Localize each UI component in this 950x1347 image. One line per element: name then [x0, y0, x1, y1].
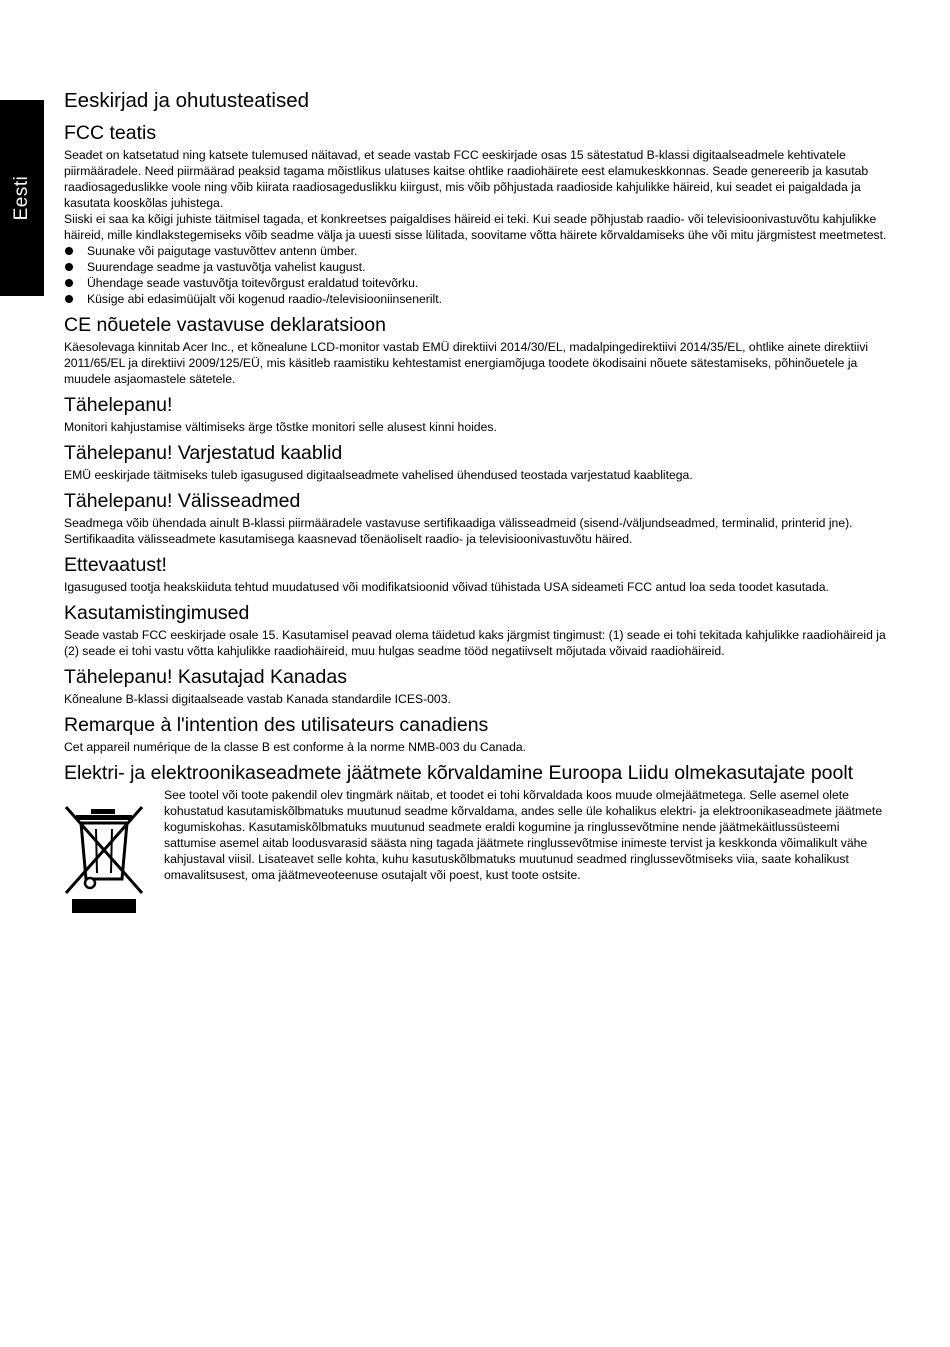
bullet-icon — [65, 263, 73, 271]
crossed-out-wheelie-bin-icon — [64, 787, 164, 918]
canada-french-text: Cet appareil numérique de la classe B est conforme à la norme NMB-003 du Canada. — [64, 740, 527, 754]
page-title: Eeskirjad ja ohutusteatised — [64, 89, 310, 112]
conditions-heading: Kasutamistingimused — [64, 602, 250, 624]
fcc-paragraph-2: Siiski ei saa ka kõigi juhiste täitmisel tagada, et konkreetses paigaldises häireid ei teki. Kui seade põhjustab raadio- või televisioonivastuvõtu kahjulikke häireid, mille kindlakstegemiseks võib seadme välja ja uuesti sisse lülitada, soovitame võtta häirete kõrvaldamiseks ühe või mitu järgmistest meetmetest. — [64, 212, 887, 242]
shielded-cables-heading: Tähelepanu! Varjestatud kaablid — [64, 442, 343, 464]
ce-section — [64, 313, 894, 387]
peripherals-text: Seadmega võib ühendada ainult B-klassi piirmääradele vastavuse sertifikaadiga välisseadmeid (sisend-/väljundseadmed, terminalid, printerid jne). Sertifikaadita välisseadmete kasutamisega kaasnevad tõenäoliselt raadio- ja televisioonivastuvõtu häired. — [64, 516, 853, 546]
weee-section — [64, 761, 894, 918]
list-item-text: Suunake või paigutage vastuvõttev antenn ümber. — [87, 244, 358, 258]
fcc-section — [64, 121, 894, 307]
conditions-section — [64, 601, 894, 659]
bullet-icon — [65, 279, 73, 287]
list-item-text: Ühendage seade vastuvõtja toitevõrgust eraldatud toitevõrku. — [87, 276, 419, 290]
canada-section — [64, 665, 894, 707]
language-tab-label: Eesti — [11, 175, 32, 221]
fcc-paragraph-1: Seadet on katsetatud ning katsete tulemused näitavad, et seade vastab FCC eeskirjade osas 15 sätestatud B-klassi digitaalseadmele kehtivatele piirmääradele. Need piirmäärad peaksid tagama mõistlikus ulatuses kaitse ohtlike raadiohäirete eest elamukeskkonnas. Seade genereerib ja kasutab raadiosageduslikke voole ning võib kiirata raadiosageduslikku kiirgust, mis võib põhjustada raadioside kahjulikke häireid, kui seadet ei paigaldada ja kasutata kooskõlas juhistega. — [64, 148, 869, 210]
document-content — [64, 88, 894, 918]
weee-body — [64, 787, 894, 918]
weee-text: See tootel või toote pakendil olev tingmärk näitab, et toodet ei tohi kõrvaldada koos muude olmejäätmetega. Selle asemel olete kohustatud kasutamiskõlbmatuks muutunud seadme kõrvaldama, andes selle üle kohalikus elektri- ja elektroonikaseadmete jäätmete kogumiskohas. Kasutamiskõlbmatuks muutunud seadmete eraldi kogumine ja ringlussevõtmine nende jäätmekäitlussüsteemi sattumise asemel aitab loodusvarasid säästa ning tagada jäätmete ringlussevõtmise inimeste tervist ja keskkonda võimalikult vähe kahjustaval viisil. Lisateavet selle kohta, kuhu kasutuskõlbmatuks muutunud seadmed ringlussevõtmiseks viia, saate kohalikust omavalitsusest, oma jäätmeveoteenuse osutajalt või poest, kust toote ostsite. — [164, 788, 883, 882]
weee-heading: Elektri- ja elektroonikaseadmete jäätmete kõrvaldamine Euroopa Liidu olmekasutajate poolt — [64, 762, 854, 784]
shielded-cables-section — [64, 441, 894, 483]
fcc-measures-list — [64, 243, 894, 307]
notice-heading: Tähelepanu! — [64, 394, 173, 416]
ce-heading: CE nõuetele vastavuse deklaratsioon — [64, 314, 386, 336]
list-item — [64, 275, 894, 291]
notice-section — [64, 393, 894, 435]
fcc-heading: FCC teatis — [64, 122, 157, 144]
canada-text: Kõnealune B-klassi digitaalseade vastab Kanada standardile ICES-003. — [64, 692, 451, 706]
language-side-tab — [0, 100, 44, 296]
conditions-text: Seade vastab FCC eeskirjade osale 15. Kasutamisel peavad olema täidetud kaks järgmist tingimust: (1) seade ei tohi tekitada kahjulikke raadiohäireid ja (2) seade ei tohi vastu võtta kahjulikke raadiohäireid, muu hulgas seadme tööd negatiivselt mõjutada võivaid raadiohäireid. — [64, 628, 886, 658]
caution-section — [64, 553, 894, 595]
canada-french-heading: Remarque à l'intention des utilisateurs canadiens — [64, 714, 489, 736]
caution-heading: Ettevaatust! — [64, 554, 167, 576]
bullet-icon — [65, 295, 73, 303]
shielded-cables-text: EMÜ eeskirjade täitmiseks tuleb igasugused digitaalseadmete vahelised ühendused teostada varjestatud kaablitega. — [64, 468, 693, 482]
peripherals-heading: Tähelepanu! Välisseadmed — [64, 490, 301, 512]
peripherals-section — [64, 489, 894, 547]
list-item — [64, 291, 894, 307]
list-item — [64, 243, 894, 259]
notice-text: Monitori kahjustamise vältimiseks ärge tõstke monitori selle alusest kinni hoides. — [64, 420, 497, 434]
caution-text: Igasugused tootja heakskiiduta tehtud muudatused või modifikatsioonid võivad tühistada USA sideameti FCC antud loa seda toodet kasutada. — [64, 580, 829, 594]
canada-heading: Tähelepanu! Kasutajad Kanadas — [64, 666, 347, 688]
list-item-text: Küsige abi edasimüüjalt või kogenud raadio-/televisiooniinsenerilt. — [87, 292, 443, 306]
list-item-text: Suurendage seadme ja vastuvõtja vahelist kaugust. — [87, 260, 366, 274]
bullet-icon — [65, 247, 73, 255]
list-item — [64, 259, 894, 275]
ce-text: Käesolevaga kinnitab Acer Inc., et kõnealune LCD-monitor vastab EMÜ direktiivi 2014/30/EL, madalpingedirektiivi 2014/35/EL, ohtlike ainete direktiivi 2011/65/EL ja direktiivi 2009/125/EÜ, mis käsitleb raamistiku kehtestamist energiamõjuga toodete ökodisaini nõuete sätestamiseks, põhinõuetele ja muudele asjaomastele sätetele. — [64, 340, 869, 386]
canada-french-section — [64, 713, 894, 755]
